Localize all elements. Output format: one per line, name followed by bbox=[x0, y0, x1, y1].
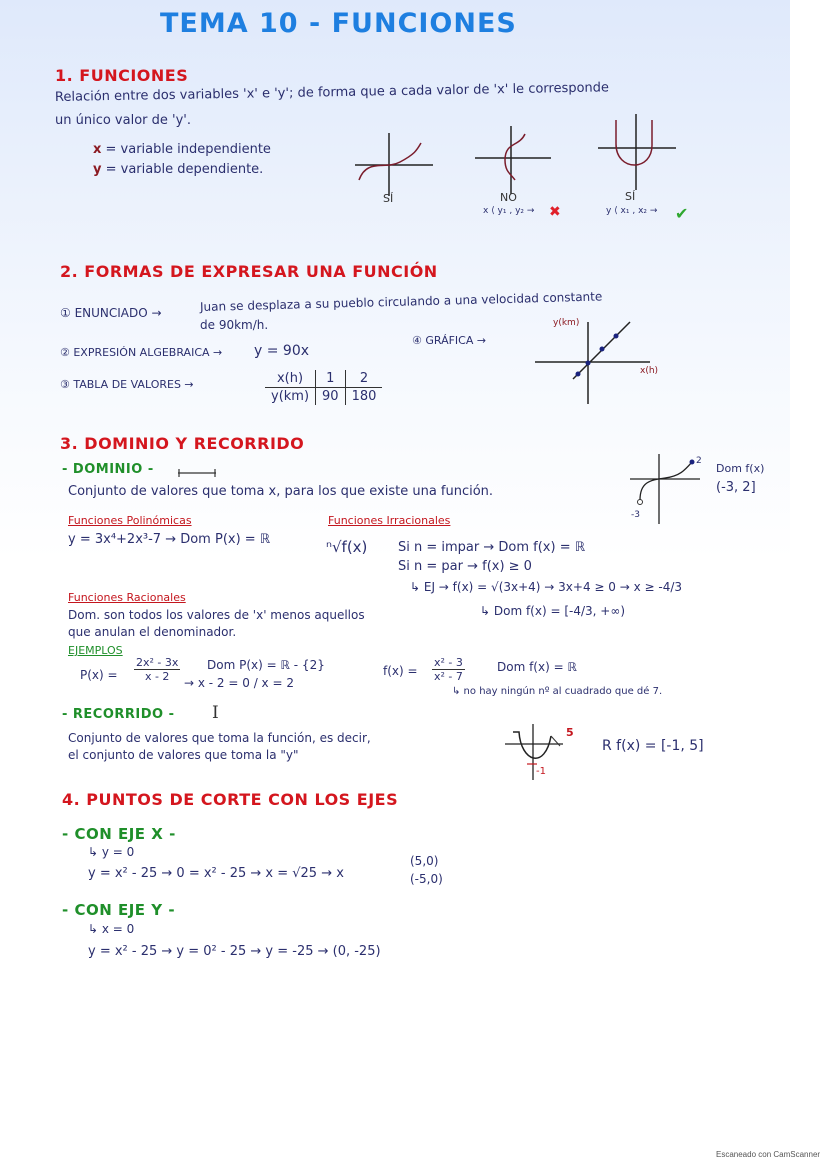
dominio-definition: Conjunto de valores que toma x, para los que existe una función. bbox=[68, 484, 494, 499]
example-1-domain: Dom P(x) = ℝ - {2} bbox=[207, 658, 325, 672]
x-variable-def: = variable independiente bbox=[105, 142, 271, 157]
graph-1-label: SÍ bbox=[383, 192, 394, 205]
y-axis-label: y(km) bbox=[553, 318, 580, 328]
y-variable: y bbox=[93, 162, 102, 177]
graph-not-function bbox=[475, 122, 555, 197]
irracionales-example: ↳ EJ → f(x) = √(3x+4) → 3x+4 ≥ 0 → x ≥ -4/3 bbox=[410, 580, 683, 594]
expresion-label: ② EXPRESIÓN ALGEBRAICA → bbox=[60, 346, 223, 359]
tabla-label: ③ TABLA DE VALORES → bbox=[60, 378, 194, 391]
eje-x-condition: ↳ y = 0 bbox=[88, 845, 135, 859]
enunciado-text-2: de 90km/h. bbox=[200, 318, 269, 332]
recorrido-heading: - RECORRIDO - bbox=[62, 707, 175, 722]
section-2-heading: 2. FORMAS DE EXPRESAR UNA FUNCIÓN bbox=[60, 262, 438, 281]
graph-3-note: y ⟨ x₁ , x₂ → bbox=[606, 206, 658, 216]
example-1-fraction bbox=[134, 656, 180, 683]
definition-line-2: un único valor de 'y'. bbox=[55, 113, 191, 128]
grafica-label: ④ GRÁFICA → bbox=[412, 334, 487, 347]
eje-x-heading: - CON EJE X - bbox=[62, 825, 176, 843]
range-top: 5 bbox=[566, 726, 574, 739]
domain-right-bound: 2 bbox=[696, 456, 702, 466]
racionales-def-1: Dom. son todos los valores de 'x' menos aquellos bbox=[68, 608, 365, 622]
recorrido-def-2: el conjunto de valores que toma la "y" bbox=[68, 748, 299, 762]
irracionales-odd: Si n = impar → Dom f(x) = ℝ bbox=[398, 540, 586, 555]
table-cell: y(km) bbox=[271, 389, 310, 404]
graph-2-note: x ⟨ y₁ , y₂ → bbox=[483, 206, 535, 216]
table-cell: 90 bbox=[316, 388, 346, 406]
range-label: R f(x) = [-1, 5] bbox=[602, 738, 704, 754]
example-2-domain: Dom f(x) = ℝ bbox=[497, 660, 577, 674]
table-cell: 1 bbox=[316, 370, 346, 388]
graph-2-label: NO bbox=[500, 191, 517, 204]
graph-function-yes-1 bbox=[355, 128, 435, 198]
scanner-watermark: Escaneado con CamScanner bbox=[716, 1150, 821, 1159]
example-2-lhs: f(x) = bbox=[383, 664, 418, 678]
section-1-heading: 1. FUNCIONES bbox=[55, 66, 189, 85]
ejemplos-heading: EJEMPLOS bbox=[68, 644, 123, 657]
section-4-heading: 4. PUNTOS DE CORTE CON LOS EJES bbox=[62, 790, 399, 809]
eje-x-solution-1: (5,0) bbox=[410, 854, 439, 868]
definition-line-1: Relación entre dos variables 'x' e 'y'; de forma que a cada valor de 'x' le corresponde bbox=[54, 80, 610, 105]
table-cell: 2 bbox=[345, 370, 382, 388]
example-1-numerator: 2x² - 3x bbox=[136, 656, 179, 669]
irracionales-heading: Funciones Irracionales bbox=[328, 514, 451, 527]
example-1-solve: → x - 2 = 0 / x = 2 bbox=[184, 676, 294, 690]
x-variable: x bbox=[93, 142, 102, 157]
example-1-denominator: x - 2 bbox=[144, 670, 170, 683]
enunciado-label: ① ENUNCIADO → bbox=[60, 306, 162, 320]
eje-y-calculation: y = x² - 25 → y = 0² - 25 → y = -25 → (0, -25) bbox=[88, 944, 381, 959]
dominio-heading: - DOMINIO - bbox=[62, 462, 154, 477]
eje-x-solution-2: (-5,0) bbox=[410, 872, 443, 886]
range-bottom: -1 bbox=[536, 766, 546, 777]
racionales-heading: Funciones Racionales bbox=[68, 591, 186, 604]
example-1-lhs: P(x) = bbox=[80, 668, 118, 682]
domain-left-bound: -3 bbox=[631, 510, 640, 520]
eje-x-calculation: y = x² - 25 → 0 = x² - 25 → x = √25 → x bbox=[88, 866, 344, 881]
expresion-formula: y = 90x bbox=[254, 343, 310, 359]
domain-label: Dom f(x) bbox=[716, 462, 765, 475]
y-variable-def: = variable dependiente. bbox=[105, 162, 264, 177]
eje-y-condition: ↳ x = 0 bbox=[88, 922, 135, 936]
x-variable-row bbox=[93, 142, 271, 157]
interval-icon bbox=[178, 468, 218, 478]
example-2-note: ↳ no hay ningún nº al cuadrado que dé 7. bbox=[452, 686, 663, 697]
table-cell: x(h) bbox=[265, 370, 316, 388]
graph-3-label: SÍ bbox=[625, 190, 636, 203]
example-2-fraction bbox=[432, 656, 465, 683]
check-icon: ✔ bbox=[675, 204, 689, 223]
domain-interval: (-3, 2] bbox=[716, 480, 756, 495]
page-title: TEMA 10 - FUNCIONES bbox=[160, 8, 517, 39]
example-2-denominator: x² - 7 bbox=[434, 670, 463, 683]
table-cell: 180 bbox=[345, 388, 382, 406]
recorrido-def-1: Conjunto de valores que toma la función, es decir, bbox=[68, 731, 371, 745]
polinomicas-heading: Funciones Polinómicas bbox=[68, 514, 192, 527]
graph-function-yes-2 bbox=[598, 112, 678, 192]
y-variable-row bbox=[93, 162, 263, 177]
linear-graph bbox=[535, 322, 665, 407]
cross-icon: ✖ bbox=[549, 204, 561, 220]
example-2-numerator: x² - 3 bbox=[434, 656, 463, 669]
values-table bbox=[265, 370, 382, 405]
irracionales-result: ↳ Dom f(x) = [-4/3, +∞) bbox=[480, 604, 626, 618]
table-row bbox=[265, 370, 382, 388]
racionales-def-2: que anulan el denominador. bbox=[68, 625, 237, 639]
polinomicas-example: y = 3x⁴+2x³-7 → Dom P(x) = ℝ bbox=[68, 532, 271, 547]
enunciado-text-1: Juan se desplaza a su pueblo circulando a una velocidad constante bbox=[199, 289, 603, 314]
section-3-heading: 3. DOMINIO Y RECORRIDO bbox=[60, 434, 305, 453]
eje-y-heading: - CON EJE Y - bbox=[62, 901, 176, 919]
table-row bbox=[265, 388, 382, 406]
irracionales-even: Si n = par → f(x) ≥ 0 bbox=[398, 559, 532, 574]
page-edge bbox=[790, 0, 828, 1171]
root-notation: ⁿ√f(x) bbox=[326, 538, 368, 556]
recorrido-icon: I bbox=[212, 703, 219, 723]
x-axis-label: x(h) bbox=[640, 366, 659, 376]
